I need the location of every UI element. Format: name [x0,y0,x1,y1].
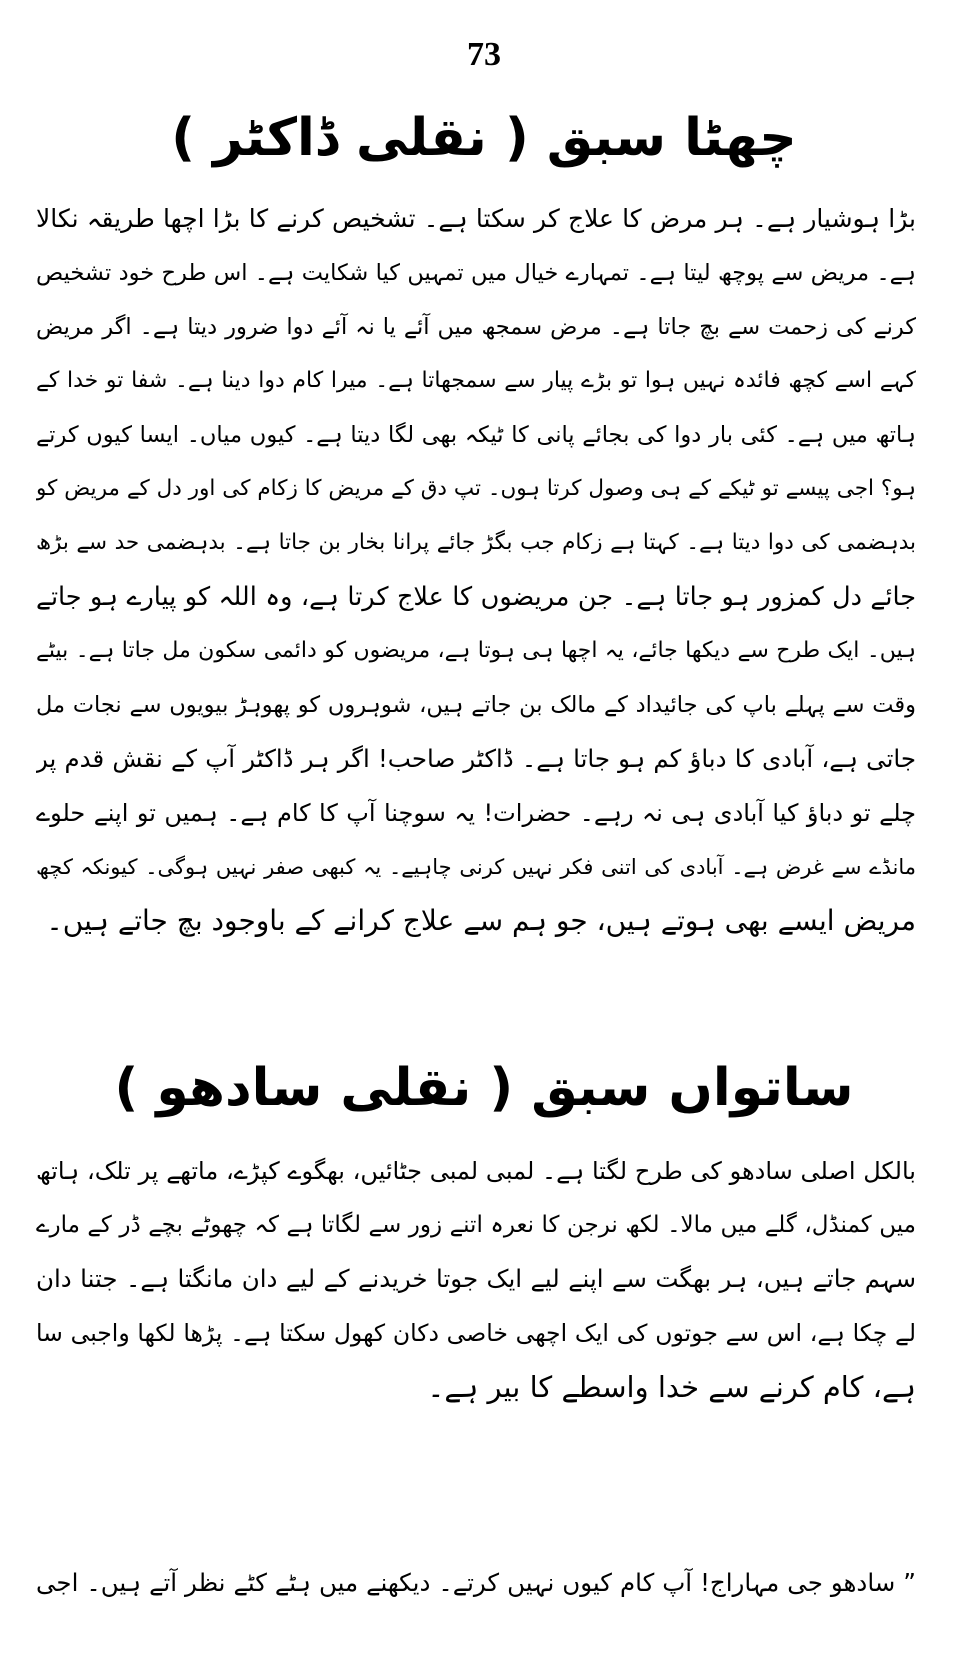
lesson-7-quote [36,1556,916,1610]
text-line: مانڈے سے غرض ہے۔ آبادی کی اتنی فکر نہیں کرنی چاہیے۔ یہ کبھی صفر نہیں ہوگی۔ کیونکہ کچھ [36,855,916,879]
text-line: میں کمنڈل، گلے میں مالا۔ لکھ نرجن کا نعرہ اتنے زور سے لگاتا ہے کہ چھوٹے بچے ڈر کے مارے [36,1212,916,1238]
text-line: وقت سے پہلے باپ کی جائیداد کے مالک بن جاتے ہیں، شوہروں کو پھوہڑ بیویوں سے نجات مل [36,692,916,718]
text-line: جاتی ہے، آبادی کا دباؤ کم ہو جاتا ہے۔ ڈاکٹر صاحب! اگر ہر ڈاکٹر آپ کے نقش قدم پر [36,744,916,773]
text-line: ہو؟ اجی پیسے تو ٹیکے کے ہی وصول کرتا ہوں۔ تپ دق کے مریض کا زکام کی اور دل کے مریض کو [36,476,916,501]
text-line: ہے، کام کرنے سے خدا واسطے کا بیر ہے۔ [427,1370,916,1404]
text-line: سہم جاتے ہیں، ہر بھگت سے اپنے لیے ایک جوتا خریدنے کے لیے دان مانگتا ہے۔ جتنا دان [36,1264,916,1293]
text-line: بڑا ہوشیار ہے۔ ہر مرض کا علاج کر سکتا ہے۔ تشخیص کرنے کا بڑا اچھا طریقہ نکالا [36,204,916,233]
text-line: لے چکا ہے، اس سے جوتوں کی ایک اچھی خاصی دکان کھول سکتا ہے۔ پڑھا لکھا واجبی سا [36,1319,916,1347]
text-line: بدہضمی کی دوا دیتا ہے۔ کہتا ہے زکام جب بگڑ جائے پرانا بخار بن جاتا ہے۔ بدہضمی حد سے بڑھ [36,530,916,555]
text-line: ہے۔ مریض سے پوچھ لیتا ہے۔ تمہارے خیال میں تمہیں کیا شکایت ہے۔ اس طرح خود تشخیص [36,260,916,286]
lesson-7-heading: ساتواں سبق ( نقلی سادھو ) [114,1058,854,1118]
lesson-6-heading: چھٹا سبق ( نقلی ڈاکٹر ) [171,108,797,168]
text-line: چلے تو دباؤ کیا آبادی ہی نہ رہے۔ حضرات! یہ سوچنا آپ کا کام ہے۔ ہمیں تو اپنے حلوے [36,799,916,827]
lesson-6-paragraph [36,192,916,948]
text-line: ہیں۔ ایک طرح سے دیکھا جائے، یہ اچھا ہی ہوتا ہے، مریضوں کو دائمی سکون مل جاتا ہے۔ بیٹے [36,638,916,663]
text-line: مریض ایسے بھی ہوتے ہیں، جو ہم سے علاج کرانے کے باوجود بچ جاتے ہیں۔ [46,904,916,937]
text-line: ہاتھ میں ہے۔ کئی بار دوا کی بجائے پانی کا ٹیکہ بھی لگا دیتا ہے۔ کیوں میاں۔ ایسا کیوں کرتے [36,422,916,448]
lesson-7-paragraph [36,1144,916,1414]
text-line: ” سادھو جی مہاراج! آپ کام کیوں نہیں کرتے۔ دیکھنے میں ہٹے کٹے نظر آتے ہیں۔ اجی [36,1568,916,1597]
page-number: 73 [467,36,501,73]
text-line: کہے اسے کچھ فائدہ نہیں ہوا تو بڑے پیار سے سمجھاتا ہے۔ میرا کام دوا دینا ہے۔ شفا تو خدا کے [36,368,916,393]
text-line: جائے دل کمزور ہو جاتا ہے۔ جن مریضوں کا علاج کرتا ہے، وہ اللہ کو پیارے ہو جاتے [36,582,916,612]
text-line: بالکل اصلی سادھو کی طرح لگتا ہے۔ لمبی لمبی جٹائیں، بھگوے کپڑے، ماتھے پر تلک، ہاتھ [36,1157,916,1185]
text-line: کرنے کی زحمت سے بچ جاتا ہے۔ مرض سمجھ میں آئے یا نہ آئے دوا ضرور دیتا ہے۔ اگر مریض [36,314,916,340]
